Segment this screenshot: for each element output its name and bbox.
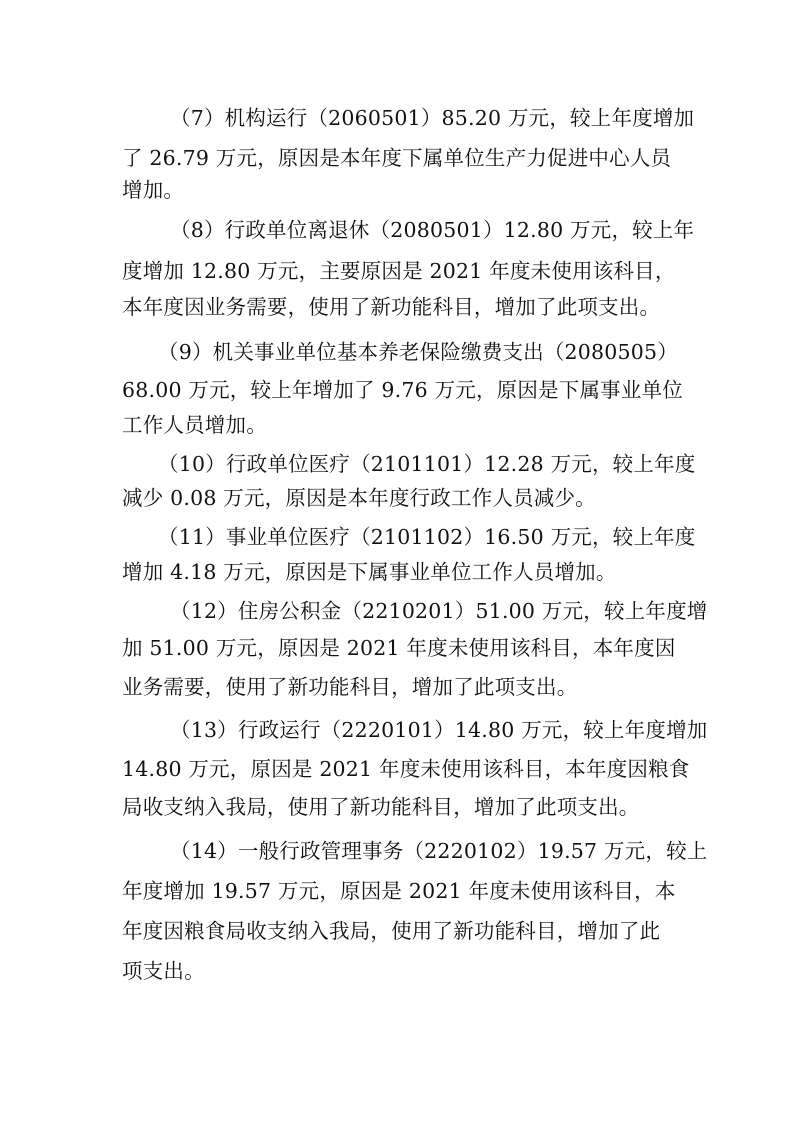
paragraph-8-line-1: （8）行政单位离退休（2080501）12.80 万元，较上年 (170, 218, 695, 242)
paragraph-8-line-3: 本年度因业务需要，使用了新功能科目，增加了此项支出。 (122, 295, 661, 319)
paragraph-12-line-1: （12）住房公积金（2210201）51.00 万元，较上年度增 (170, 599, 708, 623)
paragraph-11-line-1: （11）事业单位医疗（2101102）16.50 万元，较上年度 (158, 525, 696, 549)
paragraph-11-line-2: 增加 4.18 万元，原因是下属事业单位工作人员增加。 (122, 560, 617, 584)
paragraph-10-line-2: 减少 0.08 万元，原因是本年度行政工作人员减少。 (122, 486, 596, 510)
paragraph-12-line-2: 加 51.00 万元，原因是 2021 年度未使用该科目，本年度因 (122, 636, 676, 660)
paragraph-14-line-3: 年度因粮食局收支纳入我局，使用了新功能科目，增加了此 (122, 919, 661, 943)
paragraph-7-line-2: 了 26.79 万元，原因是本年度下属单位生产力促进中心人员 (122, 146, 672, 170)
paragraph-12-line-3: 业务需要，使用了新功能科目，增加了此项支出。 (122, 675, 578, 699)
paragraph-14-line-1: （14）一般行政管理事务（2220102）19.57 万元，较上 (170, 839, 708, 863)
paragraph-7-line-3: 增加。 (122, 178, 185, 202)
paragraph-8-line-2: 度增加 12.80 万元，主要原因是 2021 年度未使用该科目， (122, 259, 676, 283)
paragraph-9-line-3: 工作人员增加。 (122, 413, 267, 437)
paragraph-13-line-1: （13）行政运行（2220101）14.80 万元，较上年度增加 (170, 718, 708, 742)
paragraph-9-line-1: （9）机关事业单位基本养老保险缴费支出（2080505） (158, 340, 678, 364)
paragraph-14-line-4: 项支出。 (122, 959, 205, 983)
paragraph-14-line-2: 年度增加 19.57 万元，原因是 2021 年度未使用该科目，本 (122, 879, 676, 903)
paragraph-7-line-1: （7）机构运行（2060501）85.20 万元，较上年度增加 (170, 106, 695, 130)
paragraph-13-line-2: 14.80 万元，原因是 2021 年度未使用该科目，本年度因粮食 (122, 757, 690, 781)
paragraph-13-line-3: 局收支纳入我局，使用了新功能科目，增加了此项支出。 (122, 795, 640, 819)
paragraph-9-line-2: 68.00 万元，较上年增加了 9.76 万元，原因是下属事业单位 (122, 378, 683, 402)
paragraph-10-line-1: （10）行政单位医疗（2101101）12.28 万元，较上年度 (158, 452, 696, 476)
